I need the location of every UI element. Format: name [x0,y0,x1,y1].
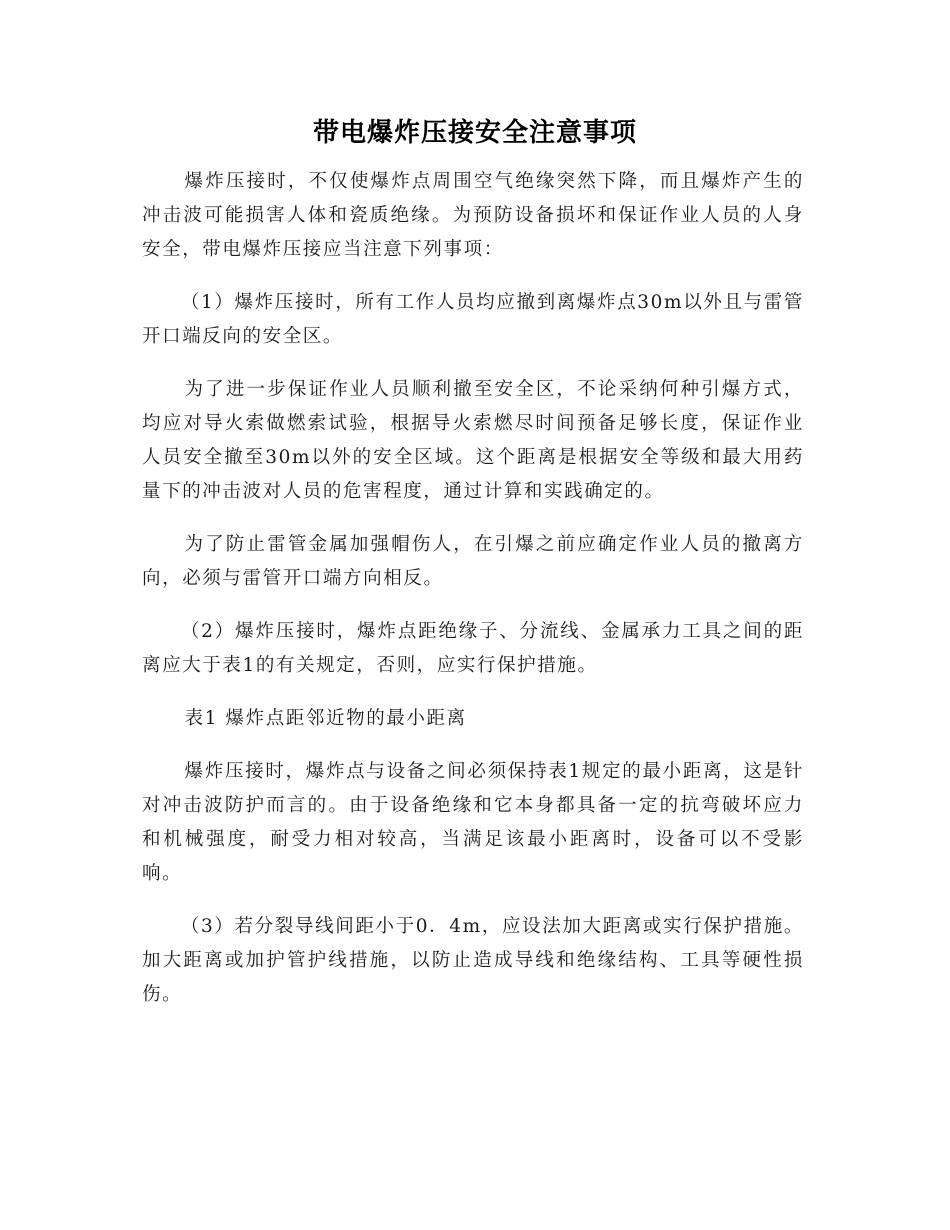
paragraph-detonator-direction: 为了防止雷管金属加强帽伤人，在引爆之前应确定作业人员的撤离方向，必须与雷管开口端方向相反。 [142,534,804,589]
paragraph-intro: 爆炸压接时，不仅使爆炸点周围空气绝缘突然下降，而且爆炸产生的冲击波可能损害人体和瓷质绝缘。为预防设备损坏和保证作业人员的人身安全，带电爆炸压接应当注意下列事项： [142,171,804,260]
paragraph-item-1: （1）爆炸压接时，所有工作人员均应撤到离爆炸点30m以外且与雷管开口端反向的安全区。 [142,292,804,347]
table-caption: 表1 爆炸点距邻近物的最小距离 [184,708,467,729]
document-title: 带电爆炸压接安全注意事项 [312,118,637,148]
paragraph-item-3: （3）若分裂导线间距小于0．4m，应设法加大距离或实行保护措施。加大距离或加护管护线措施，以防止造成导线和绝缘结构、工具等硬性损伤。 [142,916,804,1005]
paragraph-safety-distance: 为了进一步保证作业人员顺利撤至安全区，不论采纳何种引爆方式，均应对导火索做燃索试验，根据导火索燃尽时间预备足够长度，保证作业人员安全撤至30m以外的安全区域。这个距离是根据安全等级和最大用药量下的冲击波对人员的危害程度，通过计算和实践确定的。 [142,379,804,502]
paragraph-minimum-distance: 爆炸压接时，爆炸点与设备之间必须保持表1规定的最小距离，这是针对冲击波防护而言的。由于设备绝缘和它本身都具备一定的抗弯破坏应力和机械强度，耐受力相对较高，当满足该最小距离时，设备可以不受影响。 [142,761,804,884]
document-body [142,165,804,1031]
paragraph-item-2: （2）爆炸压接时，爆炸点距绝缘子、分流线、金属承力工具之间的距离应大于表1的有关规定，否则，应实行保护措施。 [142,621,804,676]
